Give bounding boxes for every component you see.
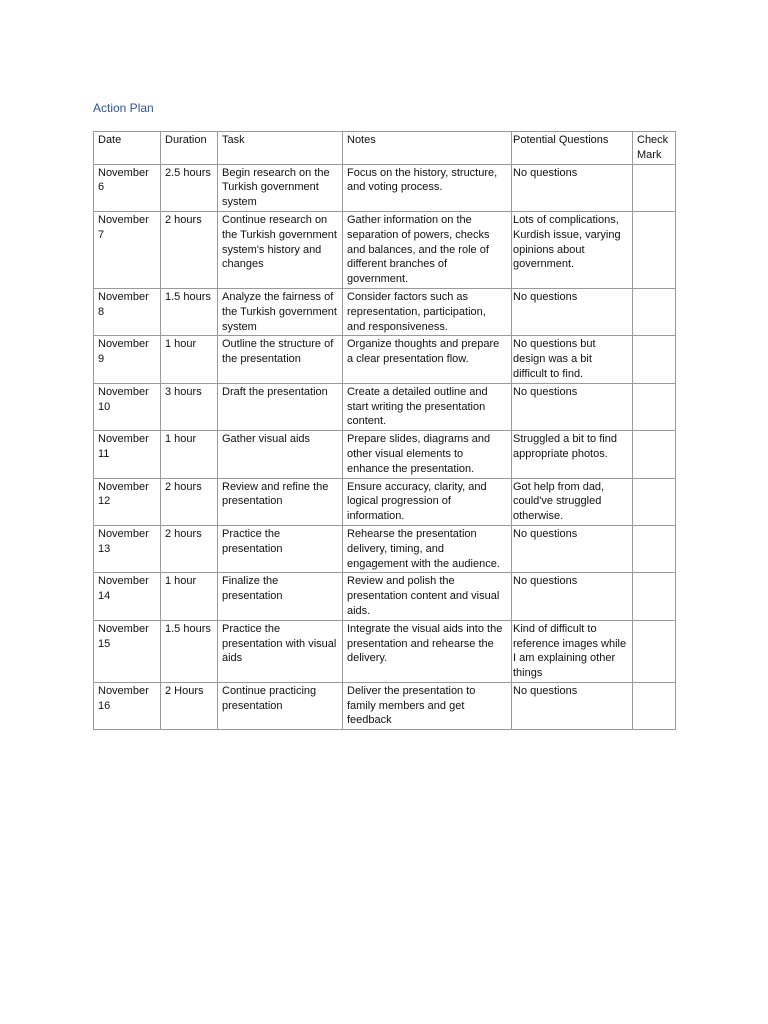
task-cell: Gather visual aids [218, 431, 343, 478]
check-mark-cell [633, 211, 676, 288]
date-cell: November 8 [94, 288, 161, 335]
task-cell: Continue practicing presentation [218, 682, 343, 729]
table-row [94, 211, 676, 288]
column-header-task: Task [218, 132, 343, 165]
notes-cell: Review and polish the presentation content and visual aids. [343, 573, 512, 620]
notes-cell: Organize thoughts and prepare a clear presentation flow. [343, 336, 512, 383]
potential-questions-cell: Struggled a bit to find appropriate photos. [512, 431, 633, 478]
table-header-row [94, 132, 676, 165]
table-row [94, 682, 676, 729]
date-cell: November 9 [94, 336, 161, 383]
duration-cell: 2.5 hours [161, 164, 218, 211]
notes-cell: Ensure accuracy, clarity, and logical progression of information. [343, 478, 512, 525]
column-header-potential-questions: Potential Questions [512, 132, 633, 165]
document-heading: Action Plan [93, 101, 154, 115]
table-row [94, 383, 676, 430]
duration-cell: 1.5 hours [161, 620, 218, 682]
check-mark-cell [633, 431, 676, 478]
table-body [94, 164, 676, 730]
date-cell: November 12 [94, 478, 161, 525]
potential-questions-cell: No questions [512, 525, 633, 572]
potential-questions-cell: No questions [512, 573, 633, 620]
notes-cell: Consider factors such as representation, participation, and responsiveness. [343, 288, 512, 335]
check-mark-cell [633, 288, 676, 335]
notes-cell: Deliver the presentation to family members and get feedback [343, 682, 512, 729]
date-cell: November 13 [94, 525, 161, 572]
notes-cell: Integrate the visual aids into the presentation and rehearse the delivery. [343, 620, 512, 682]
date-cell: November 6 [94, 164, 161, 211]
notes-cell: Prepare slides, diagrams and other visual elements to enhance the presentation. [343, 431, 512, 478]
column-header-notes: Notes [343, 132, 512, 165]
duration-cell: 1 hour [161, 336, 218, 383]
column-header-check-mark: Check Mark [633, 132, 676, 165]
potential-questions-cell: Lots of complications, Kurdish issue, varying opinions about government. [512, 211, 633, 288]
potential-questions-cell: No questions [512, 288, 633, 335]
check-mark-cell [633, 525, 676, 572]
table-row [94, 431, 676, 478]
duration-cell: 2 hours [161, 478, 218, 525]
table-row [94, 164, 676, 211]
notes-cell: Create a detailed outline and start writing the presentation content. [343, 383, 512, 430]
duration-cell: 3 hours [161, 383, 218, 430]
duration-cell: 1.5 hours [161, 288, 218, 335]
task-cell: Outline the structure of the presentation [218, 336, 343, 383]
task-cell: Finalize the presentation [218, 573, 343, 620]
potential-questions-cell: No questions but design was a bit difficult to find. [512, 336, 633, 383]
table-row [94, 336, 676, 383]
date-cell: November 15 [94, 620, 161, 682]
potential-questions-cell: Kind of difficult to reference images while I am explaining other things [512, 620, 633, 682]
duration-cell: 2 hours [161, 525, 218, 572]
task-cell: Begin research on the Turkish government system [218, 164, 343, 211]
task-cell: Review and refine the presentation [218, 478, 343, 525]
check-mark-cell [633, 383, 676, 430]
notes-cell: Focus on the history, structure, and voting process. [343, 164, 512, 211]
table-row [94, 478, 676, 525]
date-cell: November 14 [94, 573, 161, 620]
check-mark-cell [633, 573, 676, 620]
task-cell: Continue research on the Turkish government system's history and changes [218, 211, 343, 288]
check-mark-cell [633, 620, 676, 682]
task-cell: Analyze the fairness of the Turkish government system [218, 288, 343, 335]
check-mark-cell [633, 478, 676, 525]
table-row [94, 620, 676, 682]
table-row [94, 573, 676, 620]
duration-cell: 1 hour [161, 431, 218, 478]
notes-cell: Rehearse the presentation delivery, timing, and engagement with the audience. [343, 525, 512, 572]
task-cell: Practice the presentation [218, 525, 343, 572]
potential-questions-cell: Got help from dad, could've struggled otherwise. [512, 478, 633, 525]
duration-cell: 2 hours [161, 211, 218, 288]
action-plan-table [93, 131, 676, 730]
potential-questions-cell: No questions [512, 383, 633, 430]
column-header-duration: Duration [161, 132, 218, 165]
table-row [94, 288, 676, 335]
duration-cell: 1 hour [161, 573, 218, 620]
check-mark-cell [633, 164, 676, 211]
task-cell: Practice the presentation with visual aids [218, 620, 343, 682]
date-cell: November 16 [94, 682, 161, 729]
date-cell: November 11 [94, 431, 161, 478]
date-cell: November 7 [94, 211, 161, 288]
check-mark-cell [633, 682, 676, 729]
duration-cell: 2 Hours [161, 682, 218, 729]
notes-cell: Gather information on the separation of powers, checks and balances, and the role of different branches of government. [343, 211, 512, 288]
potential-questions-cell: No questions [512, 164, 633, 211]
check-mark-cell [633, 336, 676, 383]
potential-questions-cell: No questions [512, 682, 633, 729]
task-cell: Draft the presentation [218, 383, 343, 430]
date-cell: November 10 [94, 383, 161, 430]
column-header-date: Date [94, 132, 161, 165]
table-row [94, 525, 676, 572]
